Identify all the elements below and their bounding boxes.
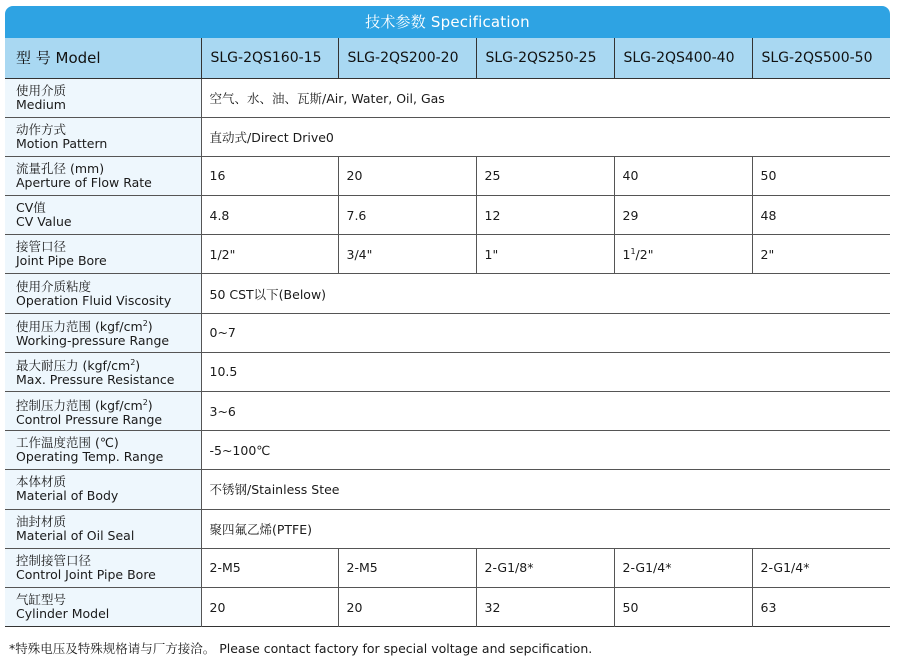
row-value: 10.5 <box>201 352 890 391</box>
row-label <box>5 548 201 587</box>
label-en: Control Pressure Range <box>16 411 163 427</box>
label-zh: 流量孔径 (mm) <box>16 160 105 176</box>
model-header: SLG-2QS200-20 <box>338 38 476 78</box>
row-cv <box>5 196 890 235</box>
label-zh: 动作方式 <box>16 121 67 137</box>
cell-value: 48 <box>752 196 890 235</box>
cell-value: 29 <box>614 196 752 235</box>
label-zh-text: 使用压力范围 (kgf/cm <box>16 319 143 335</box>
cell-value: 2-M5 <box>338 548 476 587</box>
cell-value: 1/2" <box>201 235 338 274</box>
cell-value: 40 <box>614 156 752 195</box>
label-en: Working-pressure Range <box>16 333 170 349</box>
footnote: *特殊电压及特殊规格请与厂方接洽。 Please contact factory for special voltage and sepcification. <box>9 641 593 656</box>
row-label <box>5 470 201 509</box>
cell-value: 25 <box>476 156 614 195</box>
row-label <box>5 352 201 391</box>
label-sup: 2 <box>142 319 148 329</box>
row-label <box>5 78 201 117</box>
label-zh <box>16 317 201 334</box>
cell-value: 12 <box>476 196 614 235</box>
row-body-material <box>5 470 890 509</box>
value-sup: 1 <box>630 246 636 256</box>
model-header: SLG-2QS250-25 <box>476 38 614 78</box>
row-label <box>5 235 201 274</box>
cell-value: 2" <box>752 235 890 274</box>
cell-value: 20 <box>338 587 476 626</box>
label-zh: 工作温度范围 (℃) <box>16 435 119 451</box>
row-motion <box>5 117 890 156</box>
row-flow <box>5 156 890 195</box>
cell-value: 4.8 <box>201 196 338 235</box>
label-zh: 气缸型号 <box>16 592 67 608</box>
row-value: 聚四氟乙烯(PTFE) <box>201 509 890 548</box>
cell-value <box>614 235 752 274</box>
row-value: -5~100℃ <box>201 431 890 470</box>
cell-value: 2-G1/8* <box>476 548 614 587</box>
model-header-label: 型 号 Model <box>5 38 201 78</box>
cell-value: 50 <box>752 156 890 195</box>
cell-value: 2-G1/4* <box>752 548 890 587</box>
row-label <box>5 156 201 195</box>
row-cylinder <box>5 587 890 626</box>
row-value: 3~6 <box>201 392 890 431</box>
label-zh-tail: ) <box>135 358 141 374</box>
cell-value: 32 <box>476 587 614 626</box>
row-label <box>5 392 201 431</box>
row-value: 50 CST以下(Below) <box>201 274 890 313</box>
row-label <box>5 196 201 235</box>
label-en: Aperture of Flow Rate <box>16 174 152 190</box>
model-header: SLG-2QS500-50 <box>752 38 890 78</box>
row-value: 直动式/Direct Drive0 <box>201 117 890 156</box>
cell-value: 20 <box>201 587 338 626</box>
model-header: SLG-2QS160-15 <box>201 38 338 78</box>
label-zh-tail: ) <box>147 319 153 335</box>
row-label <box>5 117 201 156</box>
cell-value: 2-M5 <box>201 548 338 587</box>
cell-value: 20 <box>338 156 476 195</box>
cell-value: 7.6 <box>338 196 476 235</box>
row-label <box>5 431 201 470</box>
label-zh: 本体材质 <box>16 474 67 490</box>
row-label <box>5 274 201 313</box>
label-en: Operating Temp. Range <box>16 449 164 465</box>
label-zh <box>16 396 201 413</box>
spec-sheet <box>5 6 890 627</box>
value-int: 1 <box>622 246 631 262</box>
value-tail: /2" <box>635 246 654 262</box>
label-sup: 2 <box>130 358 136 368</box>
cell-value: 50 <box>614 587 752 626</box>
row-temp <box>5 431 890 470</box>
row-control-pressure <box>5 392 890 431</box>
header-row <box>5 38 890 78</box>
label-zh: 使用介质 <box>16 82 67 98</box>
label-zh-text: 控制压力范围 (kgf/cm <box>16 397 143 413</box>
label-en: Material of Oil Seal <box>16 527 135 543</box>
label-en: Joint Pipe Bore <box>16 253 107 269</box>
row-control-joint <box>5 548 890 587</box>
label-sup: 2 <box>142 397 148 407</box>
label-zh: 接管口径 <box>16 239 67 255</box>
label-en: Max. Pressure Resistance <box>16 372 175 388</box>
label-en: CV Value <box>16 214 72 230</box>
row-viscosity <box>5 274 890 313</box>
label-zh-tail: ) <box>147 397 153 413</box>
label-zh: 控制接管口径 <box>16 552 92 568</box>
row-working-pressure <box>5 313 890 352</box>
label-en: Motion Pattern <box>16 135 108 151</box>
model-header: SLG-2QS400-40 <box>614 38 752 78</box>
row-max-pressure <box>5 352 890 391</box>
row-medium <box>5 78 890 117</box>
label-en: Operation Fluid Viscosity <box>16 292 172 308</box>
cell-value: 2-G1/4* <box>614 548 752 587</box>
row-label <box>5 313 201 352</box>
label-zh: CV值 <box>16 200 46 216</box>
row-label <box>5 509 201 548</box>
label-zh: 使用介质粘度 <box>16 278 92 294</box>
label-en: Medium <box>16 96 66 112</box>
row-value: 0~7 <box>201 313 890 352</box>
label-en: Cylinder Model <box>16 606 110 622</box>
cell-value: 1" <box>476 235 614 274</box>
row-joint <box>5 235 890 274</box>
label-zh <box>16 356 201 373</box>
row-value: 不锈钢/Stainless Stee <box>201 470 890 509</box>
row-value: 空气、水、油、瓦斯/Air, Water, Oil, Gas <box>201 78 890 117</box>
cell-value: 16 <box>201 156 338 195</box>
spec-table <box>5 38 890 627</box>
row-seal-material <box>5 509 890 548</box>
spec-title: 技术参数 Specification <box>5 6 890 38</box>
label-zh: 油封材质 <box>16 513 67 529</box>
cell-value: 63 <box>752 587 890 626</box>
cell-value: 3/4" <box>338 235 476 274</box>
label-en: Material of Body <box>16 488 119 504</box>
label-zh-text: 最大耐压力 (kgf/cm <box>16 358 131 374</box>
row-label <box>5 587 201 626</box>
label-en: Control Joint Pipe Bore <box>16 566 156 582</box>
